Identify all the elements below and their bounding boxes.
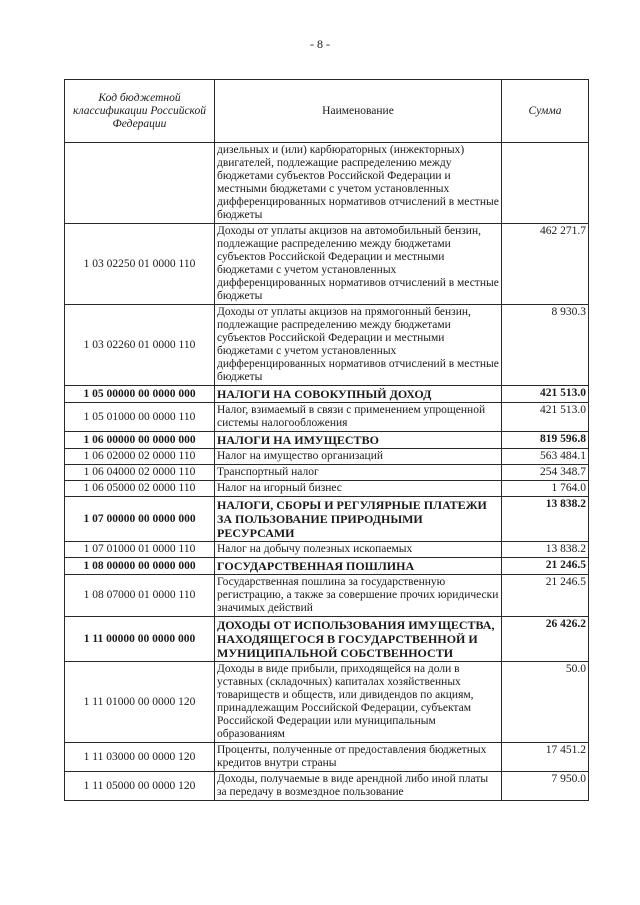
table-row bbox=[65, 403, 589, 432]
row-name: Налог на игорный бизнес bbox=[215, 481, 502, 497]
row-code: 1 03 02260 01 0000 110 bbox=[65, 305, 215, 386]
row-name: Доходы, получаемые в виде арендной либо иной платы за передачу в возмездное пользование bbox=[215, 772, 502, 801]
table-row-section bbox=[65, 432, 589, 449]
row-name: Налог, взимаемый в связи с применением упрощенной системы налогообложения bbox=[215, 403, 502, 432]
row-code: 1 03 02250 01 0000 110 bbox=[65, 224, 215, 305]
row-code: 1 07 01000 01 0000 110 bbox=[65, 542, 215, 558]
row-amount: 421 513.0 bbox=[502, 403, 589, 432]
table-row bbox=[65, 772, 589, 801]
row-amount: 421 513.0 bbox=[502, 386, 589, 403]
row-name: НАЛОГИ, СБОРЫ И РЕГУЛЯРНЫЕ ПЛАТЕЖИ ЗА ПОЛЬЗОВАНИЕ ПРИРОДНЫМИ РЕСУРСАМИ bbox=[215, 497, 502, 542]
row-amount: 254 348.7 bbox=[502, 465, 589, 481]
row-amount bbox=[502, 143, 589, 224]
row-name: Налог на имущество организаций bbox=[215, 449, 502, 465]
table-row bbox=[65, 743, 589, 772]
row-name: Транспортный налог bbox=[215, 465, 502, 481]
row-amount: 8 930.3 bbox=[502, 305, 589, 386]
row-name: ГОСУДАРСТВЕННАЯ ПОШЛИНА bbox=[215, 558, 502, 575]
row-amount: 7 950.0 bbox=[502, 772, 589, 801]
table-row-section bbox=[65, 497, 589, 542]
row-code: 1 06 04000 02 0000 110 bbox=[65, 465, 215, 481]
budget-table bbox=[64, 79, 589, 801]
table-row-section bbox=[65, 617, 589, 662]
header-name: Наименование bbox=[215, 80, 502, 143]
row-code bbox=[65, 143, 215, 224]
row-code: 1 11 03000 00 0000 120 bbox=[65, 743, 215, 772]
row-name: Налог на добычу полезных ископаемых bbox=[215, 542, 502, 558]
row-amount: 13 838.2 bbox=[502, 542, 589, 558]
row-code: 1 06 05000 02 0000 110 bbox=[65, 481, 215, 497]
row-name: Государственная пошлина за государственную регистрацию, а также за совершение прочих юридически значимых действий bbox=[215, 575, 502, 617]
row-name: дизельных и (или) карбюраторных (инжекторных) двигателей, подлежащие распределению между бюджетами субъектов Российской Федерации и местными бюджетами с учетом установленных дифференцированных нормативов отчислений в местные бюджеты bbox=[215, 143, 502, 224]
row-code: 1 08 00000 00 0000 000 bbox=[65, 558, 215, 575]
row-amount: 21 246.5 bbox=[502, 558, 589, 575]
row-amount: 50.0 bbox=[502, 662, 589, 743]
row-code: 1 11 01000 00 0000 120 bbox=[65, 662, 215, 743]
table-row bbox=[65, 224, 589, 305]
row-amount: 26 426.2 bbox=[502, 617, 589, 662]
table-row bbox=[65, 465, 589, 481]
table-row bbox=[65, 305, 589, 386]
row-amount: 819 596.8 bbox=[502, 432, 589, 449]
row-name: Доходы от уплаты акцизов на прямогонный бензин, подлежащие распределению между бюджетами субъектов Российской Федерации и местными бюджетами с учетом установленных дифференцированных нормативов отчислений в местные бюджеты bbox=[215, 305, 502, 386]
row-name: Проценты, полученные от предоставления бюджетных кредитов внутри страны bbox=[215, 743, 502, 772]
row-code: 1 11 00000 00 0000 000 bbox=[65, 617, 215, 662]
table-header-row bbox=[65, 80, 589, 143]
row-amount: 21 246.5 bbox=[502, 575, 589, 617]
row-amount: 17 451.2 bbox=[502, 743, 589, 772]
row-code: 1 08 07000 01 0000 110 bbox=[65, 575, 215, 617]
table-row-section bbox=[65, 558, 589, 575]
table-row bbox=[65, 662, 589, 743]
row-code: 1 05 00000 00 0000 000 bbox=[65, 386, 215, 403]
row-code: 1 11 05000 00 0000 120 bbox=[65, 772, 215, 801]
row-amount: 13 838.2 bbox=[502, 497, 589, 542]
table-row-section bbox=[65, 386, 589, 403]
row-amount: 563 484.1 bbox=[502, 449, 589, 465]
row-name: Доходы в виде прибыли, приходящейся на доли в уставных (складочных) капиталах хозяйственных товариществ и обществ, или дивидендов по акциям, принадлежащим Российской Федерации, субъектам Российской Федерации или муниципальным образованиям bbox=[215, 662, 502, 743]
row-name: ДОХОДЫ ОТ ИСПОЛЬЗОВАНИЯ ИМУЩЕСТВА, НАХОДЯЩЕГОСЯ В ГОСУДАРСТВЕННОЙ И МУНИЦИПАЛЬНОЙ СОБСТВЕННОСТИ bbox=[215, 617, 502, 662]
table-row bbox=[65, 143, 589, 224]
row-amount: 1 764.0 bbox=[502, 481, 589, 497]
row-name: Доходы от уплаты акцизов на автомобильный бензин, подлежащие распределению между бюджетами субъектов Российской Федерации и местными бюджетами с учетом установленных дифференцированных нормативов отчислений в местные бюджеты bbox=[215, 224, 502, 305]
row-amount: 462 271.7 bbox=[502, 224, 589, 305]
header-code: Код бюджетной классификации Российской Федерации bbox=[65, 80, 215, 143]
row-name: НАЛОГИ НА СОВОКУПНЫЙ ДОХОД bbox=[215, 386, 502, 403]
row-code: 1 07 00000 00 0000 000 bbox=[65, 497, 215, 542]
table-row bbox=[65, 481, 589, 497]
row-code: 1 06 02000 02 0000 110 bbox=[65, 449, 215, 465]
table-row bbox=[65, 575, 589, 617]
table-row bbox=[65, 542, 589, 558]
row-code: 1 06 00000 00 0000 000 bbox=[65, 432, 215, 449]
row-name: НАЛОГИ НА ИМУЩЕСТВО bbox=[215, 432, 502, 449]
table-row bbox=[65, 449, 589, 465]
row-code: 1 05 01000 00 0000 110 bbox=[65, 403, 215, 432]
header-amount: Сумма bbox=[502, 80, 589, 143]
page-number: - 8 - bbox=[310, 37, 330, 51]
